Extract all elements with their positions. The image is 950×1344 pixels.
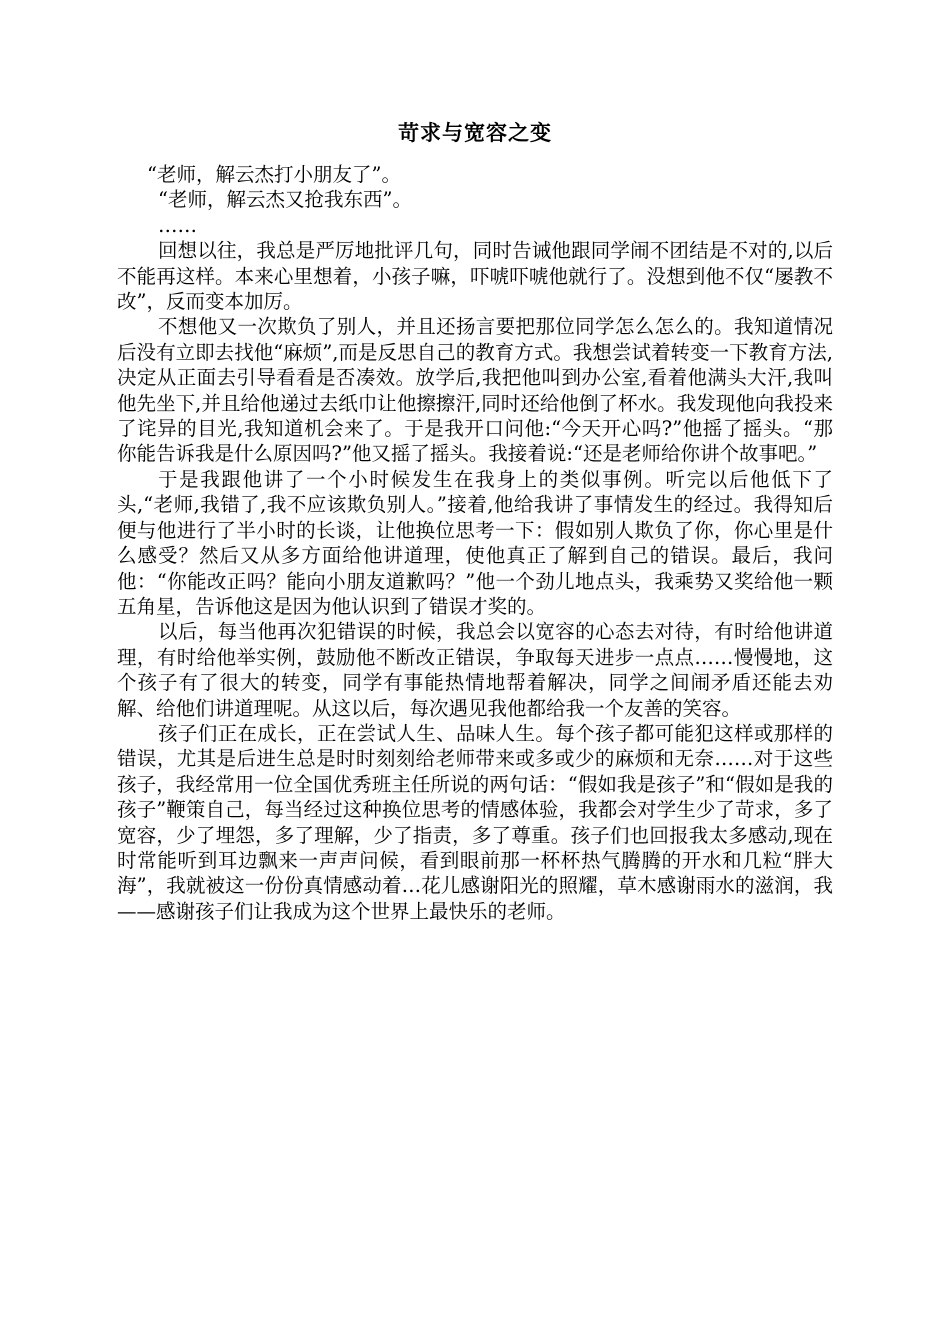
paragraph-3: 于是我跟他讲了一个小时候发生在我身上的类似事例。听完以后他低下了头,“老师,我错了,我不应该欺负别人。”接着,他给我讲了事情发生的经过。我得知后便与他进行了半小时的长谈，让他换位思考一下：假如别人欺负了你，你心里是什么感受？然后又从多方面给他讲道理，使他真正了解到自己的错误。最后，我问他：“你能改正吗？能向小朋友道歉吗？”他一个劲儿地点头，我乘势又奖给他一颗五角星，告诉他这是因为他认识到了错误才奖的。 [117,467,833,618]
quote-line-1: “老师，解云杰打小朋友了”。 [147,163,401,186]
ellipsis-line: …… [158,213,197,237]
document-page [117,118,833,924]
quote-line-2: “老师，解云杰又抢我东西”。 [158,188,412,212]
paragraph-1: 回想以往，我总是严厉地批评几句，同时告诫他跟同学闹不团结是不对的,以后不能再这样。本来心里想着，小孩子嘛，吓唬吓唬他就行了。没想到他不仅“屡教不改”，反而变本加厉。 [117,239,833,314]
paragraph-5: 孩子们正在成长，正在尝试人生、品味人生。每个孩子都可能犯这样或那样的错误，尤其是后进生总是时时刻刻给老师带来或多或少的麻烦和无奈……对于这些孩子，我经常用一位全国优秀班主任所说的两句话：“假如我是孩子”和“假如是我的孩子”鞭策自己，每当经过这种换位思考的情感体验，我都会对学生少了苛求，多了宽容，少了埋怨，多了理解，少了指责，多了尊重。孩子们也回报我太多感动,现在时常能听到耳边飘来一声声问候，看到眼前那一杯杯热气腾腾的开水和几粒“胖大海”，我就被这一份份真情感动着…花儿感谢阳光的照耀，草木感谢雨水的滋润，我——感谢孩子们让我成为这个世界上最快乐的老师。 [117,721,833,923]
paragraph-2: 不想他又一次欺负了别人，并且还扬言要把那位同学怎么怎么的。我知道情况后没有立即去找他“麻烦”,而是反思自己的教育方式。我想尝试着转变一下教育方法,决定从正面去引导看看是否凑效。放学后,我把他叫到办公室,看着他满头大汗,我叫他先坐下,并且给他递过去纸巾让他擦擦汗,同时还给他倒了杯水。我发现他向我投来了诧异的目光,我知道机会来了。于是我开口问他:“今天开心吗?”他摇了摇头。“那你能告诉我是什么原因吗?”他又摇了摇头。我接着说:“还是老师给你讲个故事吧。” [117,315,833,466]
document-title: 苛求与宽容之变 [398,120,552,145]
document-body [117,162,833,924]
paragraph-4: 以后，每当他再次犯错误的时候，我总会以宽容的心态去对待，有时给他讲道理，有时给他举实例，鼓励他不断改正错误，争取每天进步一点点……慢慢地，这个孩子有了很大的转变，同学有事能热情地帮着解决，同学之间闹矛盾还能去劝解、给他们讲道理呢。从这以后，每次遇见我他都给我一个友善的笑容。 [117,620,833,720]
